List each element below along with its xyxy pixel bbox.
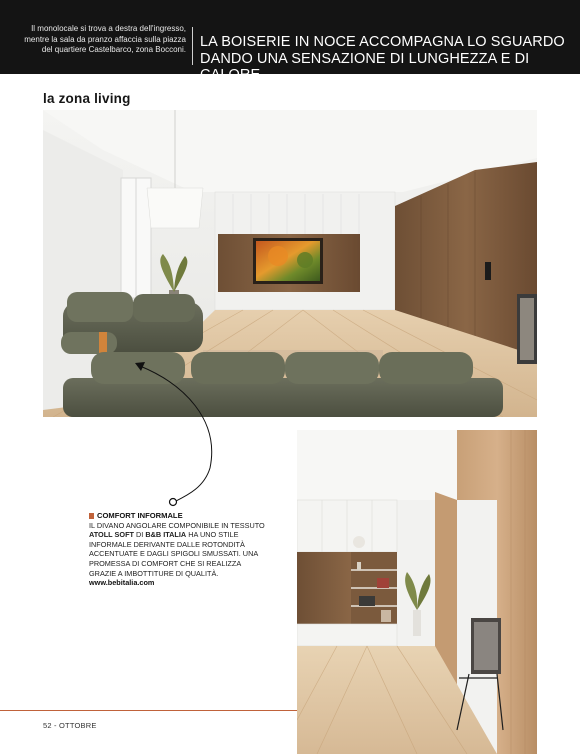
header-divider [192, 27, 193, 65]
header-headline: LA BOISERIE IN NOCE ACCOMPAGNA LO SGUARDO DANDO UNA SENSAZIONE DI LUNGHEZZA E DI CALORE [200, 34, 565, 83]
callout-product-name: ATOLL SOFT [89, 530, 134, 540]
callout-title-text: COMFORT INFORMALE [97, 511, 183, 520]
brand-website-link[interactable]: www.bebitalia.com [89, 578, 155, 588]
living-room-photo [43, 110, 537, 417]
kitchen-shelving-photo [297, 430, 537, 754]
footer-rule [0, 710, 297, 711]
callout-body [89, 521, 269, 579]
callout-pointer [120, 350, 220, 510]
callout-dot-icon [170, 499, 177, 506]
header-caption: Il monolocale si trova a destra dell'ingresso, mentre la sala da pranzo affaccia sulla piazza del quartiere Castelbarco, zona Bocconi. [24, 24, 186, 54]
page-number: 52 - OTTOBRE [43, 721, 97, 730]
callout-body-part: DI [134, 530, 146, 540]
callout-body-part: HA UNO STILE INFORMALE DERIVANTE DALLE ROTONDITÀ ACCENTUATE E DAGLI SPIGOLI SMUSSATI. UNA PROMESSA DI COMFORT CHE SI REALIZZA GRAZIE A IMBOTTITURE DI QUALITÀ. [89, 530, 258, 578]
header-band [0, 0, 580, 83]
arrow-head-icon [135, 362, 145, 371]
callout-body-part: IL DIVANO ANGOLARE COMPONIBILE IN TESSUTO [89, 520, 265, 530]
product-callout [89, 511, 269, 588]
section-title: la zona living [43, 91, 131, 106]
accent-square-icon [89, 513, 94, 519]
callout-brand-name: B&B ITALIA [145, 530, 187, 540]
callout-title [89, 511, 269, 521]
